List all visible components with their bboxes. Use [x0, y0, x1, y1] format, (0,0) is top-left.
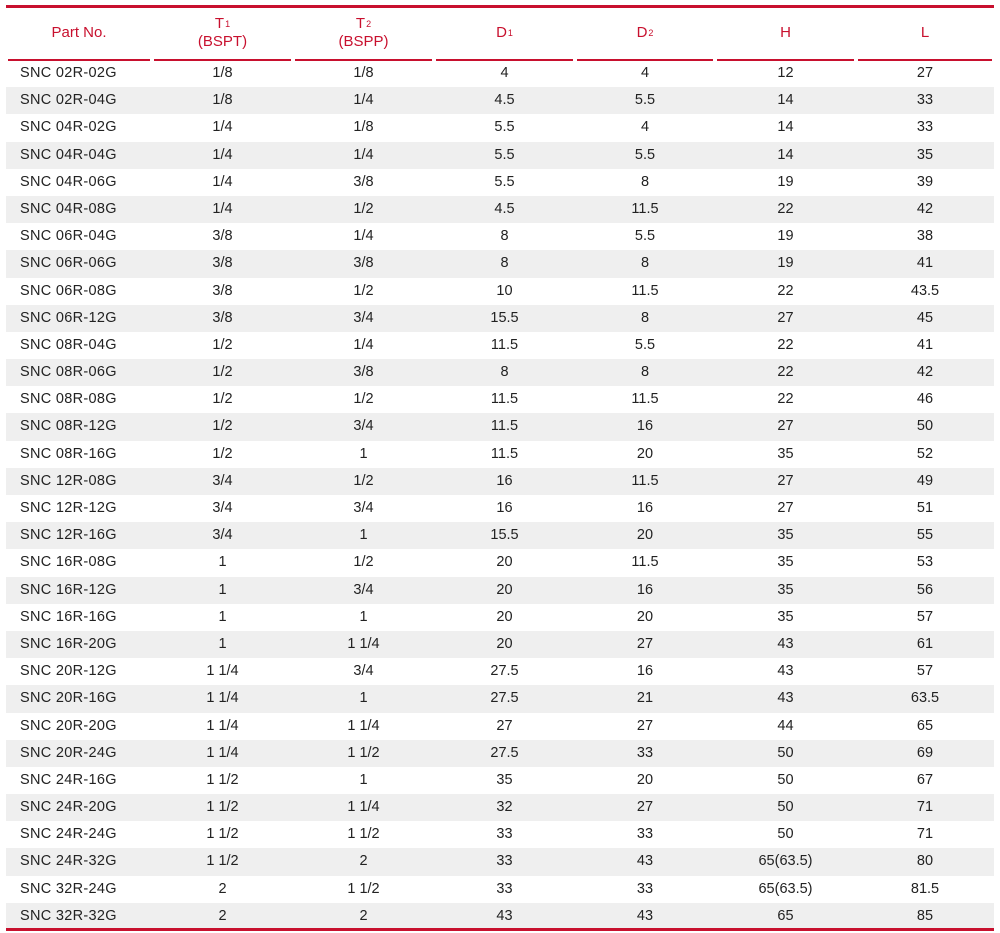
- cell-t2: 2: [359, 907, 368, 924]
- cell-t2: 1: [359, 608, 368, 625]
- cell-d1: 8: [500, 255, 509, 272]
- cell-d2: 33: [636, 826, 654, 843]
- table-row: [6, 305, 994, 332]
- cell-h: 35: [777, 608, 794, 625]
- cell-d2: 20: [636, 445, 654, 462]
- table-row: [6, 549, 994, 576]
- cell-l: 38: [916, 228, 934, 245]
- cell-t2: 1/2: [353, 472, 374, 489]
- cell-part: SNC 24R-32G: [20, 853, 117, 870]
- table-bottom-rule: [6, 928, 994, 931]
- cell-d2: 16: [636, 500, 654, 516]
- cell-d2: 33: [636, 880, 654, 897]
- table-row: [6, 767, 994, 794]
- cell-d1: 43: [496, 907, 513, 924]
- cell-d1: 4.5: [494, 92, 515, 109]
- cell-d1: 11.5: [490, 391, 519, 408]
- cell-d1: 11.5: [490, 445, 519, 462]
- cell-l: 52: [916, 445, 934, 462]
- cell-part: SNC 02R-04G: [20, 92, 117, 109]
- cell-t1: 1 1/2: [206, 771, 239, 788]
- cell-t1: 1 1/4: [206, 690, 239, 707]
- cell-t2: 1 1/2: [347, 826, 380, 843]
- cell-part: SNC 08R-16G: [20, 445, 117, 462]
- header-h-symbol: H: [780, 23, 791, 41]
- cell-d1: 15.5: [490, 527, 519, 544]
- cell-l: 57: [916, 608, 934, 625]
- cell-t2: 1: [359, 527, 368, 544]
- cell-part: SNC 06R-08G: [20, 282, 117, 299]
- header-t2-symbol: T: [355, 14, 366, 32]
- cell-t2: 3/4: [353, 418, 374, 435]
- cell-h: 50: [777, 744, 794, 761]
- header-t2-label: [356, 15, 371, 33]
- cell-t1: 3/4: [212, 527, 233, 544]
- cell-part: SNC 06R-04G: [20, 228, 117, 245]
- cell-l: 71: [916, 799, 934, 816]
- cell-t1: 3/4: [212, 472, 233, 489]
- cell-h: 22: [777, 391, 794, 408]
- cell-t2: 1/4: [353, 228, 374, 245]
- cell-h: 50: [777, 799, 794, 816]
- cell-t2: 1: [359, 445, 368, 462]
- cell-l: 65: [916, 717, 934, 734]
- cell-part: SNC 08R-12G: [20, 418, 117, 435]
- cell-d1: 5.5: [494, 173, 515, 190]
- header-t1-subscript: 1: [225, 18, 231, 29]
- cell-l: 67: [916, 771, 934, 788]
- cell-part: SNC 24R-20G: [20, 799, 117, 816]
- header-d2-subscript: 2: [648, 27, 654, 38]
- cell-d2: 8: [640, 309, 650, 326]
- cell-d1: 20: [496, 554, 513, 571]
- cell-d2: 11.5: [631, 200, 659, 217]
- cell-l: 71: [916, 826, 934, 843]
- cell-part: SNC 16R-16G: [20, 608, 117, 625]
- table-row: [6, 169, 994, 196]
- cell-t1: 2: [218, 880, 227, 897]
- cell-t1: 1/8: [212, 65, 233, 81]
- cell-part: SNC 06R-12G: [20, 309, 117, 326]
- cell-l: 51: [916, 500, 934, 516]
- table-row: [6, 441, 994, 468]
- cell-t1: 3/8: [212, 228, 233, 245]
- cell-t2: 1/4: [353, 92, 374, 109]
- cell-d1: 11.5: [490, 418, 519, 435]
- header-d1-symbol: D: [496, 23, 507, 41]
- cell-t1: 1/2: [212, 445, 233, 462]
- cell-h: 35: [777, 527, 794, 544]
- header-h-label: [780, 24, 791, 42]
- cell-l: 63.5: [910, 690, 940, 707]
- cell-l: 53: [916, 554, 934, 571]
- cell-t1: 1 1/2: [206, 826, 239, 843]
- cell-d2: 5.5: [634, 336, 656, 353]
- table-row: [6, 60, 994, 87]
- cell-d2: 5.5: [634, 228, 656, 245]
- cell-h: 12: [777, 65, 794, 81]
- cell-part: SNC 04R-04G: [20, 146, 117, 163]
- header-l-label: [921, 24, 929, 42]
- cell-t1: 1 1/2: [206, 853, 239, 870]
- cell-d2: 20: [636, 527, 654, 544]
- header-t2-subscript: 2: [366, 18, 372, 29]
- cell-t2: 3/4: [353, 663, 374, 680]
- table-row: [6, 685, 994, 712]
- table-row: [6, 114, 994, 141]
- cell-d1: 33: [496, 853, 513, 870]
- table-row: [6, 223, 994, 250]
- cell-t1: 1/4: [212, 119, 233, 136]
- cell-t2: 3/4: [353, 309, 374, 326]
- table-header: [6, 8, 994, 57]
- cell-h: 35: [777, 445, 794, 462]
- cell-d2: 11.5: [631, 282, 659, 299]
- cell-h: 43: [777, 635, 794, 652]
- cell-h: 50: [777, 826, 794, 843]
- cell-t1: 1 1/4: [206, 744, 239, 761]
- cell-part: SNC 16R-12G: [20, 581, 117, 598]
- cell-t1: 1 1/4: [206, 663, 239, 680]
- cell-part: SNC 20R-16G: [20, 690, 117, 707]
- cell-t2: 1/2: [353, 391, 374, 408]
- cell-d1: 8: [500, 228, 509, 245]
- cell-t1: 1: [218, 608, 227, 625]
- cell-d1: 5.5: [494, 119, 515, 136]
- header-l-symbol: L: [920, 23, 930, 41]
- cell-t2: 1 1/2: [347, 880, 380, 897]
- cell-d1: 32: [496, 799, 513, 816]
- cell-t2: 3/8: [353, 364, 374, 381]
- header-h: [715, 8, 856, 57]
- cell-part: SNC 04R-02G: [20, 119, 117, 136]
- cell-h: 65(63.5): [758, 880, 813, 897]
- cell-h: 44: [777, 717, 794, 734]
- cell-d1: 20: [496, 635, 513, 652]
- table-row: [6, 848, 994, 875]
- header-t2-thread-type: (BSPP): [338, 32, 389, 50]
- cell-d1: 35: [496, 771, 513, 788]
- header-d2: [575, 8, 715, 57]
- header-d1-label: [496, 24, 513, 42]
- table-row: [6, 87, 994, 114]
- cell-t2: 1 1/4: [347, 635, 380, 652]
- cell-t1: 3/4: [212, 500, 233, 516]
- cell-h: 27: [777, 500, 794, 516]
- cell-d2: 11.5: [631, 554, 659, 571]
- cell-d2: 20: [636, 771, 654, 788]
- cell-t1: 3/8: [212, 255, 233, 272]
- header-part-label: [51, 24, 106, 42]
- table-row: [6, 359, 994, 386]
- cell-t2: 1 1/4: [347, 799, 380, 816]
- cell-h: 22: [777, 200, 794, 217]
- cell-l: 42: [916, 364, 934, 381]
- cell-t1: 1 1/2: [206, 799, 239, 816]
- cell-t1: 1/2: [212, 364, 233, 381]
- cell-part: SNC 12R-12G: [20, 500, 117, 516]
- cell-d2: 5.5: [634, 92, 656, 109]
- cell-part: SNC 06R-06G: [20, 255, 117, 272]
- cell-d2: 8: [640, 364, 650, 381]
- cell-l: 35: [916, 146, 934, 163]
- cell-l: 57: [916, 663, 934, 680]
- cell-t1: 1/4: [212, 146, 233, 163]
- cell-d1: 16: [496, 472, 513, 489]
- cell-d1: 10: [496, 282, 513, 299]
- header-t1-symbol: T: [214, 14, 225, 32]
- cell-t2: 1/2: [353, 554, 374, 571]
- cell-d1: 11.5: [490, 336, 519, 353]
- cell-t1: 1/8: [212, 92, 233, 109]
- header-t1-thread-type: (BSPT): [197, 32, 248, 50]
- cell-l: 55: [916, 527, 934, 544]
- header-t1: [152, 8, 293, 57]
- cell-l: 61: [916, 635, 934, 652]
- table-row: [6, 876, 994, 903]
- table-row: [6, 740, 994, 767]
- cell-h: 22: [777, 364, 794, 381]
- cell-d2: 16: [636, 663, 654, 680]
- cell-l: 45: [916, 309, 934, 326]
- cell-l: 33: [916, 119, 934, 136]
- cell-t2: 1/4: [353, 336, 374, 353]
- header-d2-symbol: D: [636, 23, 648, 41]
- cell-h: 27: [777, 309, 794, 326]
- cell-l: 33: [916, 92, 934, 109]
- cell-part: SNC 08R-06G: [20, 364, 117, 381]
- table-row: [6, 332, 994, 359]
- cell-l: 50: [916, 418, 934, 435]
- cell-d1: 27: [496, 717, 513, 734]
- header-part-symbol: Part No.: [51, 23, 107, 41]
- cell-t1: 1/2: [212, 418, 233, 435]
- cell-h: 27: [777, 418, 794, 435]
- cell-t1: 1/2: [212, 336, 233, 353]
- header-d1-subscript: 1: [507, 27, 513, 38]
- header-t1-label: [215, 15, 230, 33]
- cell-d2: 8: [640, 173, 650, 190]
- cell-l: 49: [916, 472, 934, 489]
- cell-h: 35: [777, 581, 794, 598]
- cell-d2: 4: [640, 119, 650, 136]
- cell-part: SNC 16R-08G: [20, 554, 117, 571]
- cell-d1: 4.5: [494, 200, 515, 217]
- cell-part: SNC 04R-06G: [20, 173, 117, 190]
- table-row: [6, 522, 994, 549]
- cell-part: SNC 24R-16G: [20, 771, 117, 788]
- cell-t1: 2: [218, 907, 227, 924]
- cell-d1: 20: [496, 581, 513, 598]
- cell-part: SNC 20R-12G: [20, 663, 117, 680]
- cell-d1: 8: [500, 364, 509, 381]
- cell-h: 14: [777, 119, 794, 136]
- cell-l: 41: [916, 255, 934, 272]
- table-row: [6, 713, 994, 740]
- cell-d1: 20: [496, 608, 513, 625]
- cell-t2: 2: [359, 853, 368, 870]
- cell-t2: 3/8: [353, 173, 374, 190]
- cell-d2: 27: [636, 717, 654, 734]
- cell-d2: 5.5: [634, 146, 656, 163]
- table-row: [6, 278, 994, 305]
- cell-t2: 1/8: [353, 119, 374, 136]
- cell-l: 43.5: [910, 282, 940, 299]
- header-d1: [434, 8, 575, 57]
- cell-t2: 3/4: [353, 500, 374, 516]
- cell-h: 65: [777, 907, 794, 924]
- cell-t2: 3/8: [353, 255, 374, 272]
- table-row: [6, 142, 994, 169]
- table-row: [6, 604, 994, 631]
- cell-h: 19: [777, 173, 794, 190]
- cell-l: 41: [916, 336, 934, 353]
- cell-h: 35: [777, 554, 794, 571]
- cell-part: SNC 04R-08G: [20, 200, 117, 217]
- header-part: [6, 8, 152, 57]
- table-row: [6, 577, 994, 604]
- table-row: [6, 631, 994, 658]
- cell-t1: 1: [218, 581, 227, 598]
- cell-t1: 3/8: [212, 309, 233, 326]
- cell-l: 46: [916, 391, 934, 408]
- cell-d1: 27.5: [490, 690, 519, 707]
- cell-h: 19: [777, 228, 794, 245]
- cell-d2: 8: [640, 255, 650, 272]
- cell-d2: 43: [636, 853, 654, 870]
- cell-h: 43: [777, 690, 794, 707]
- cell-l: 69: [916, 744, 934, 761]
- cell-t1: 1: [218, 635, 227, 652]
- cell-d2: 4: [640, 65, 650, 81]
- cell-t2: 1 1/2: [347, 744, 380, 761]
- cell-d2: 20: [636, 608, 654, 625]
- cell-part: SNC 12R-08G: [20, 472, 117, 489]
- cell-d2: 16: [636, 581, 654, 598]
- cell-part: SNC 24R-24G: [20, 826, 117, 843]
- cell-t1: 1: [218, 554, 227, 571]
- cell-h: 19: [777, 255, 794, 272]
- cell-l: 56: [916, 581, 934, 598]
- cell-d2: 33: [636, 744, 654, 761]
- cell-d1: 27.5: [490, 744, 519, 761]
- cell-d1: 33: [496, 880, 513, 897]
- cell-d2: 11.5: [631, 472, 659, 489]
- table-row: [6, 468, 994, 495]
- table-row: [6, 821, 994, 848]
- cell-h: 65(63.5): [758, 853, 813, 870]
- cell-part: SNC 08R-04G: [20, 336, 117, 353]
- table-row: [6, 658, 994, 685]
- cell-h: 22: [777, 336, 794, 353]
- cell-d2: 11.5: [631, 391, 659, 408]
- table-row: [6, 495, 994, 522]
- cell-part: SNC 08R-08G: [20, 391, 117, 408]
- cell-t1: 1/2: [212, 391, 233, 408]
- cell-t1: 1 1/4: [206, 717, 239, 734]
- cell-d1: 5.5: [494, 146, 515, 163]
- table-row: [6, 250, 994, 277]
- header-l: [856, 8, 994, 57]
- cell-l: 80: [916, 853, 934, 870]
- cell-part: SNC 32R-32G: [20, 907, 117, 924]
- table-body: [6, 60, 994, 930]
- cell-h: 14: [777, 92, 794, 109]
- cell-part: SNC 20R-24G: [20, 744, 117, 761]
- cell-h: 22: [777, 282, 794, 299]
- cell-t2: 1/8: [353, 65, 374, 81]
- cell-d2: 16: [636, 418, 654, 435]
- cell-part: SNC 02R-02G: [20, 65, 117, 81]
- cell-part: SNC 32R-24G: [20, 880, 117, 897]
- table-row: [6, 413, 994, 440]
- cell-part: SNC 20R-20G: [20, 717, 117, 734]
- cell-d1: 33: [496, 826, 513, 843]
- cell-part: SNC 16R-20G: [20, 635, 117, 652]
- cell-l: 27: [916, 65, 934, 81]
- cell-d2: 21: [636, 690, 654, 707]
- cell-t2: 3/4: [353, 581, 374, 598]
- header-t2: [293, 8, 434, 57]
- cell-d2: 27: [636, 635, 654, 652]
- cell-h: 43: [777, 663, 794, 680]
- cell-h: 27: [777, 472, 794, 489]
- table-row: [6, 386, 994, 413]
- table-row: [6, 903, 994, 930]
- cell-t2: 1/2: [353, 282, 374, 299]
- cell-d1: 4: [500, 65, 509, 81]
- cell-l: 81.5: [910, 880, 940, 897]
- cell-d1: 15.5: [490, 309, 519, 326]
- cell-h: 50: [777, 771, 794, 788]
- cell-l: 42: [916, 200, 934, 217]
- cell-t1: 1/4: [212, 173, 233, 190]
- table-row: [6, 196, 994, 223]
- cell-d2: 43: [636, 907, 654, 924]
- cell-part: SNC 12R-16G: [20, 527, 117, 544]
- cell-t2: 1/2: [353, 200, 374, 217]
- table-row: [6, 794, 994, 821]
- cell-t2: 1: [359, 690, 368, 707]
- header-d2-label: [637, 24, 654, 42]
- cell-h: 14: [777, 146, 794, 163]
- cell-d1: 16: [496, 500, 513, 516]
- cell-t2: 1: [359, 771, 368, 788]
- cell-l: 85: [916, 907, 934, 924]
- cell-l: 39: [916, 173, 934, 190]
- cell-d2: 27: [636, 799, 654, 816]
- cell-t1: 1/4: [212, 200, 233, 217]
- cell-t1: 3/8: [212, 282, 233, 299]
- cell-t2: 1 1/4: [347, 717, 380, 734]
- cell-t2: 1/4: [353, 146, 374, 163]
- cell-d1: 27.5: [490, 663, 519, 680]
